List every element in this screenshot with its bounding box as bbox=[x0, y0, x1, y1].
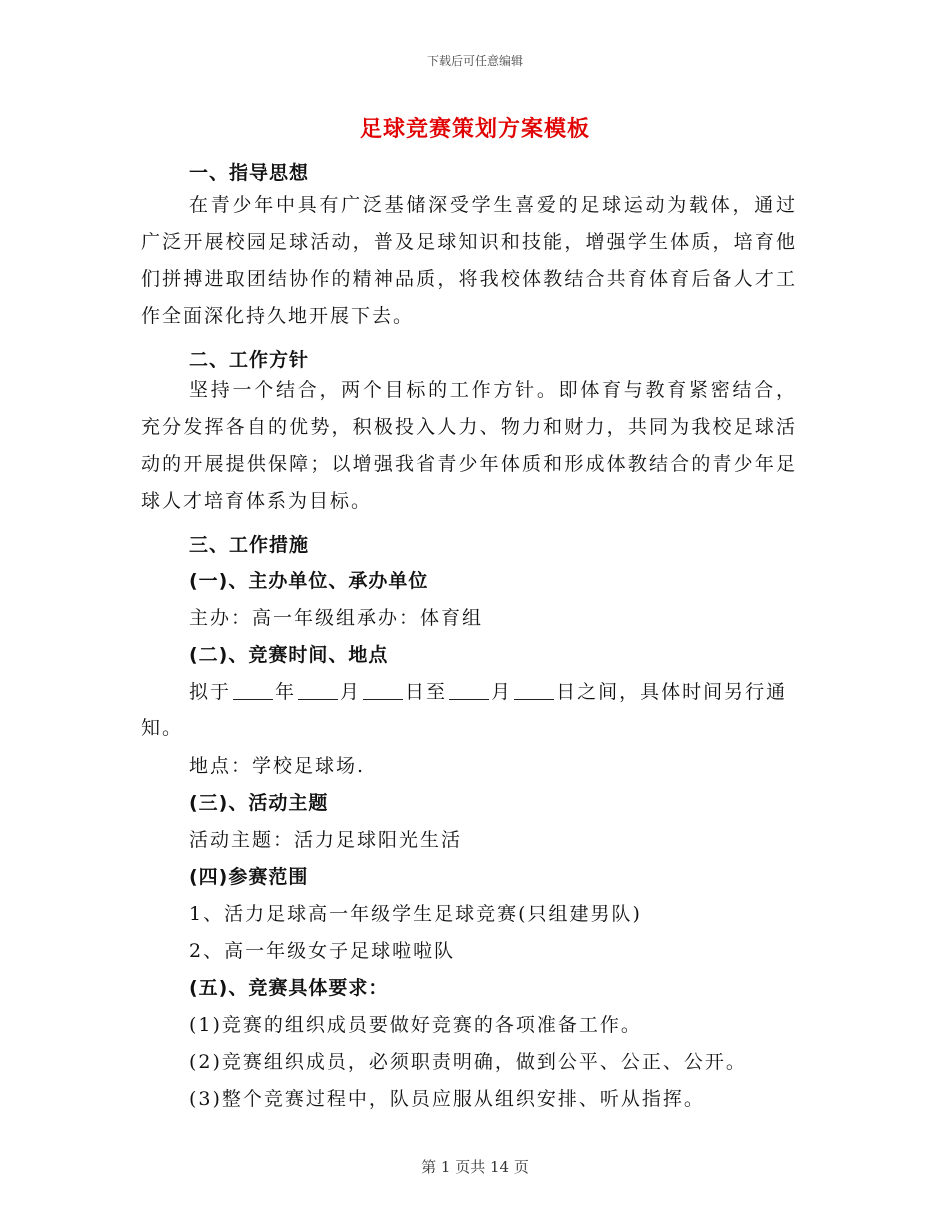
blank-month-2 bbox=[449, 681, 489, 700]
blank-day bbox=[363, 681, 403, 700]
date-month-label: 月 bbox=[340, 681, 362, 703]
blank-month bbox=[298, 681, 338, 700]
sub-heading-organizers: (一)、主办单位、承办单位 bbox=[189, 570, 429, 592]
date-prefix: 拟于 bbox=[189, 681, 232, 703]
document-title: 足球竞赛策划方案模板 bbox=[359, 117, 590, 142]
date-line-continuation: 知。 bbox=[141, 717, 184, 739]
section-heading-guiding-thought: 一、指导思想 bbox=[189, 162, 310, 184]
section-heading-work-policy: 二、工作方针 bbox=[189, 349, 310, 371]
sub-heading-requirements: (五)、竞赛具体要求： bbox=[189, 977, 389, 999]
section-body-work-policy: 坚持一个结合，两个目标的工作方针。即体育与教育紧密结合，充分发挥各自的优势，积极投入人力、物力和财力，共同为我校足球活动的开展提供保障；以增强我省青少年体质和形成体教结合的青少年足球人才培育体系为目标。 bbox=[141, 379, 797, 512]
date-line bbox=[189, 677, 787, 704]
requirement-item-2: (2)竞赛组织成员，必须职责明确，做到公平、公正、公开。 bbox=[189, 1051, 747, 1073]
requirement-item-3: (3)整个竞赛过程中，队员应服从组织安排、听从指挥。 bbox=[189, 1088, 705, 1110]
scope-item-2: 2、高一年级女子足球啦啦队 bbox=[189, 940, 456, 962]
sub-heading-scope: (四)参赛范围 bbox=[189, 866, 309, 888]
blank-day-2 bbox=[514, 681, 554, 700]
section-body-guiding-thought: 在青少年中具有广泛基储深受学生喜爱的足球运动为载体，通过广泛开展校园足球活动，普及足球知识和技能，增强学生体质，培育他们拼搏进取团结协作的精神品质，将我校体教结合共育体育后备人才工作全面深化持久地开展下去。 bbox=[141, 194, 797, 327]
organizers-line: 主办：高一年级组承办：体育组 bbox=[189, 607, 484, 629]
page-footer-number: 第 1 页共 14 页 bbox=[421, 1158, 529, 1176]
scope-item-1: 1、活力足球高一年级学生足球竞赛(只组建男队) bbox=[189, 903, 642, 925]
requirement-item-1: (1)竞赛的组织成员要做好竞赛的各项准备工作。 bbox=[189, 1014, 642, 1036]
date-day-to-label: 日至 bbox=[405, 681, 448, 703]
page-header-note: 下载后可任意编辑 bbox=[426, 54, 523, 68]
place-line: 地点：学校足球场. bbox=[189, 755, 366, 777]
date-month2-label: 月 bbox=[491, 681, 513, 703]
theme-line: 活动主题：活力足球阳光生活 bbox=[189, 829, 463, 851]
blank-year bbox=[233, 681, 273, 700]
sub-heading-time-place: (二)、竞赛时间、地点 bbox=[189, 644, 389, 666]
date-year-label: 年 bbox=[275, 681, 297, 703]
sub-heading-theme: (三)、活动主题 bbox=[189, 792, 329, 814]
section-heading-work-measures: 三、工作措施 bbox=[189, 534, 310, 556]
date-suffix: 日之间，具体时间另行通 bbox=[556, 681, 788, 703]
